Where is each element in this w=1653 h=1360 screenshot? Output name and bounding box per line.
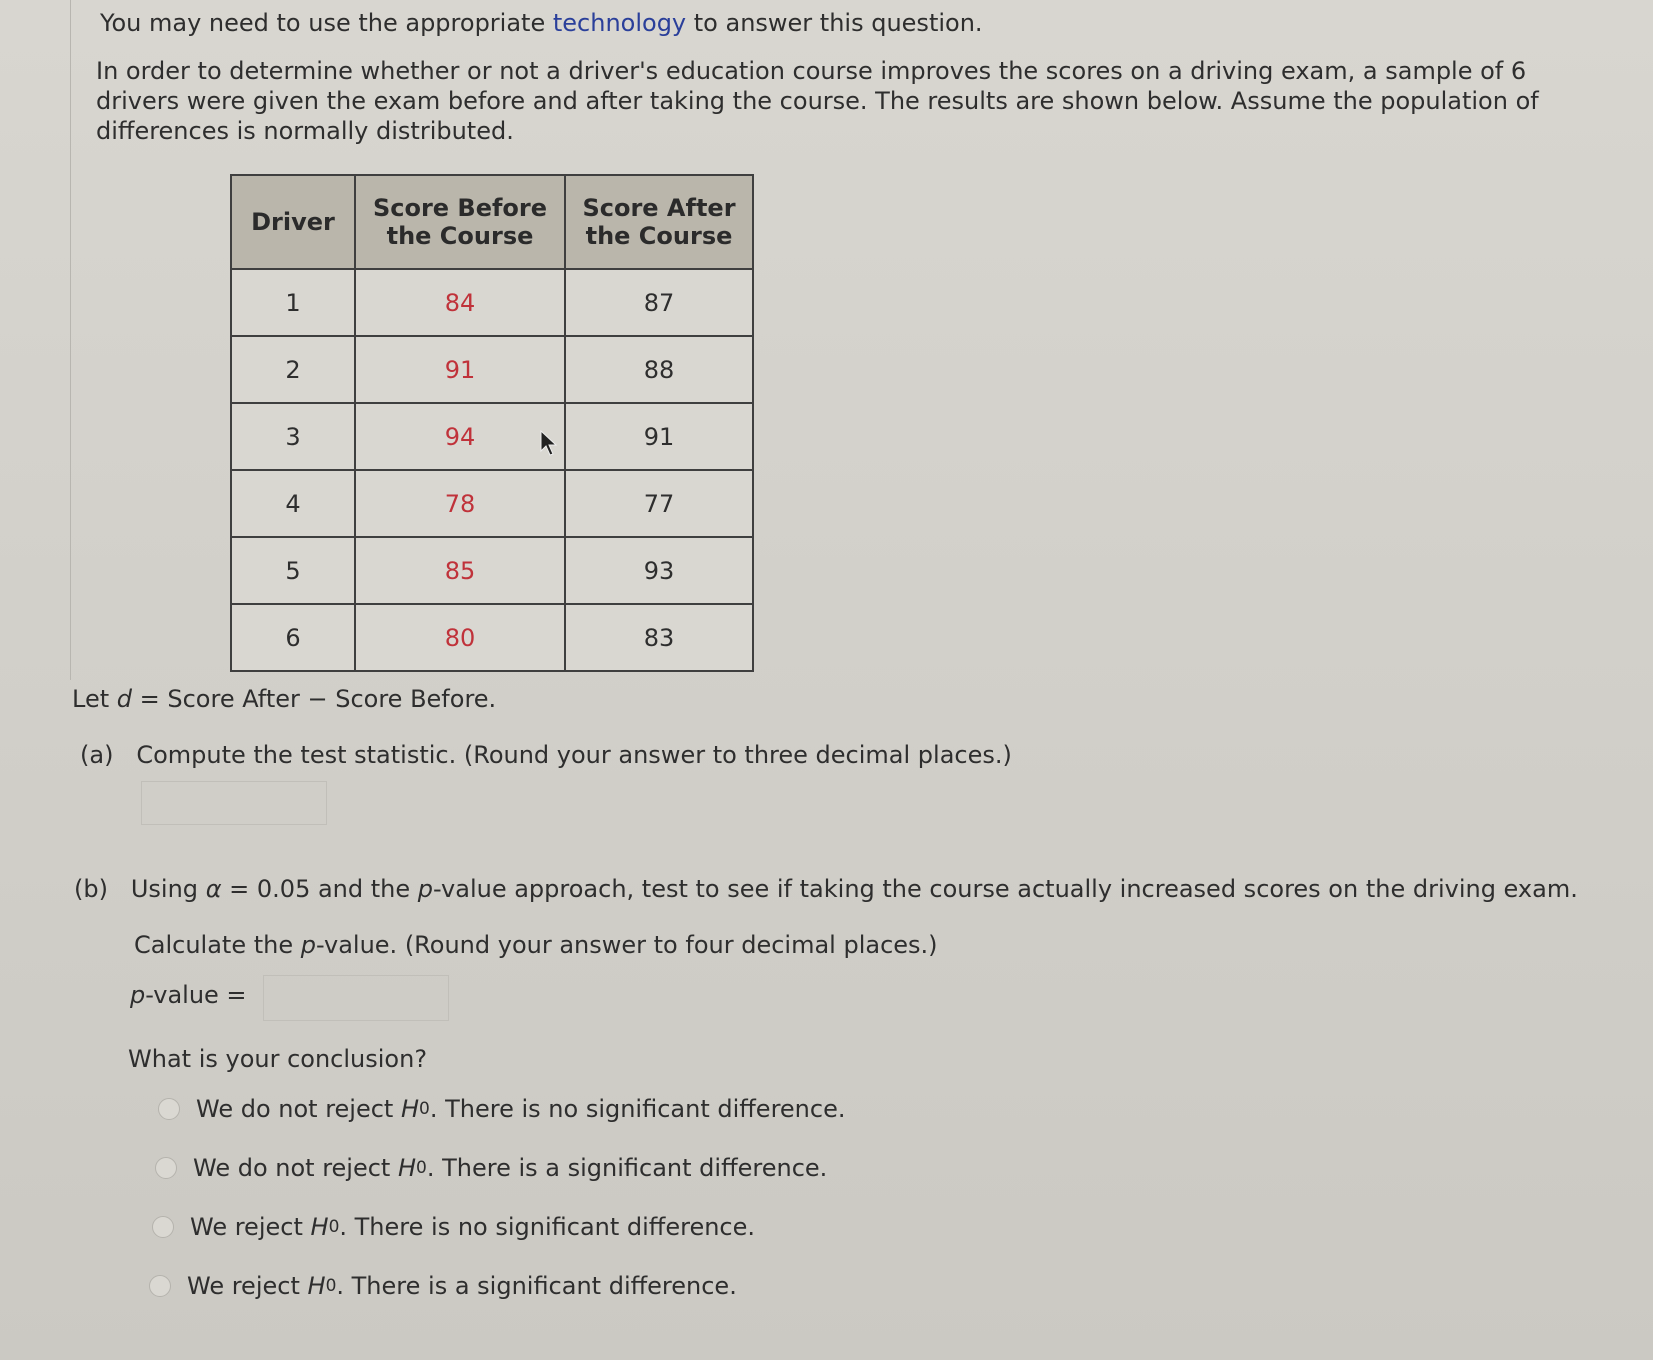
radio-button[interactable] bbox=[155, 1157, 177, 1179]
cell-driver: 3 bbox=[231, 403, 355, 470]
cell-after: 88 bbox=[565, 336, 753, 403]
problem-text: In order to determine whether or not a driver's education course improves the scores on a driving exam, a sample of 6 drivers were given the exam before and after taking the course. The results are shown below. Assume the population of differences is normally distributed. bbox=[96, 57, 1539, 145]
part-a-text: Compute the test statistic. (Round your answer to three decimal places.) bbox=[136, 741, 1012, 769]
cell-after: 77 bbox=[565, 470, 753, 537]
conclusion-option-2[interactable]: We do not reject H 0 . There is a significant difference. bbox=[155, 1154, 827, 1182]
table-row bbox=[231, 470, 753, 537]
table-row bbox=[231, 403, 753, 470]
technology-link[interactable]: technology bbox=[552, 9, 687, 37]
cell-before: 84 bbox=[355, 269, 565, 336]
cell-before: 94 bbox=[355, 403, 565, 470]
radio-button[interactable] bbox=[149, 1275, 171, 1297]
pvalue-label: p-value = bbox=[130, 981, 247, 1009]
cell-after: 91 bbox=[565, 403, 753, 470]
table-row bbox=[231, 336, 753, 403]
part-b-question: (b) Using α = 0.05 and the p-value approach, test to see if taking the course actually increased scores on the driving exam. bbox=[74, 875, 1578, 903]
part-a-label: (a) bbox=[80, 741, 114, 769]
radio-button[interactable] bbox=[158, 1098, 180, 1120]
cell-after: 83 bbox=[565, 604, 753, 671]
cell-driver: 5 bbox=[231, 537, 355, 604]
header-score-after: Score After the Course bbox=[565, 175, 753, 269]
scores-table bbox=[230, 174, 754, 672]
conclusion-option-4[interactable]: We reject H 0 . There is a significant difference. bbox=[149, 1272, 737, 1300]
test-statistic-input[interactable] bbox=[141, 781, 327, 825]
intro-prefix: You may need to use the appropriate bbox=[100, 9, 546, 37]
cell-before: 91 bbox=[355, 336, 565, 403]
cell-driver: 2 bbox=[231, 336, 355, 403]
table-row bbox=[231, 604, 753, 671]
conclusion-option-1[interactable]: We do not reject H 0 . There is no significant difference. bbox=[158, 1095, 845, 1123]
pvalue-input[interactable] bbox=[263, 975, 449, 1021]
conclusion-question: What is your conclusion? bbox=[128, 1045, 428, 1073]
left-divider bbox=[70, 0, 71, 680]
mouse-pointer-icon bbox=[540, 430, 560, 458]
cell-driver: 6 bbox=[231, 604, 355, 671]
cell-driver: 4 bbox=[231, 470, 355, 537]
calculate-pvalue-text: Calculate the p-value. (Round your answer to four decimal places.) bbox=[134, 931, 938, 959]
cell-before: 78 bbox=[355, 470, 565, 537]
radio-button[interactable] bbox=[152, 1216, 174, 1238]
cell-driver: 1 bbox=[231, 269, 355, 336]
table-row bbox=[231, 269, 753, 336]
cell-before: 85 bbox=[355, 537, 565, 604]
conclusion-option-3[interactable]: We reject H 0 . There is no significant difference. bbox=[152, 1213, 755, 1241]
part-b-label: (b) bbox=[74, 875, 108, 903]
table-row bbox=[231, 537, 753, 604]
table-header-row bbox=[231, 175, 753, 269]
cell-before: 80 bbox=[355, 604, 565, 671]
intro-suffix: to answer this question. bbox=[693, 9, 983, 37]
let-d-definition: Let d = Score After − Score Before. bbox=[72, 685, 497, 713]
header-driver: Driver bbox=[231, 175, 355, 269]
cell-after: 87 bbox=[565, 269, 753, 336]
cell-after: 93 bbox=[565, 537, 753, 604]
part-a-question bbox=[80, 740, 1012, 770]
intro-line bbox=[100, 8, 983, 38]
header-score-before: Score Before the Course bbox=[355, 175, 565, 269]
